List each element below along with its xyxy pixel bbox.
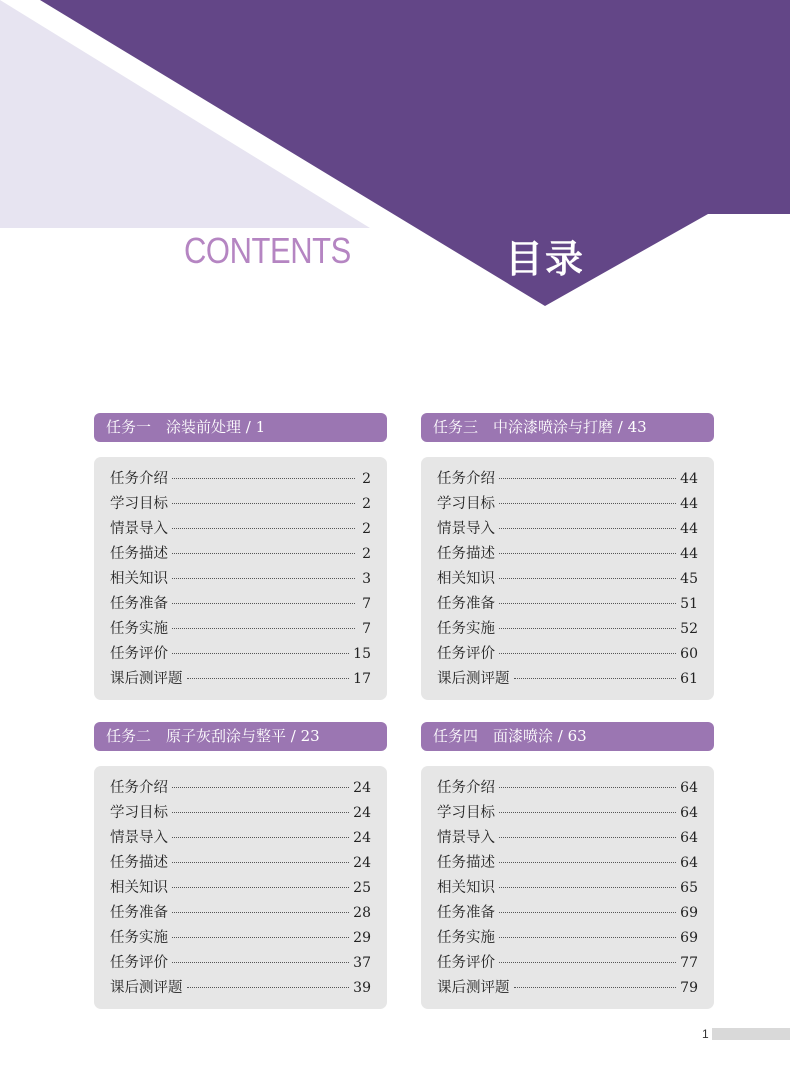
entry-page: 79: [680, 980, 698, 996]
toc-entry[interactable]: [437, 851, 698, 876]
entry-label: 任务实施: [437, 930, 495, 946]
toc-entry[interactable]: [110, 592, 371, 617]
toc-entry[interactable]: [110, 826, 371, 851]
dot-leader: [187, 678, 350, 679]
dot-leader: [172, 478, 355, 479]
entry-page: 52: [680, 621, 698, 637]
entry-page: 3: [362, 571, 371, 587]
toc-entry[interactable]: [110, 517, 371, 542]
entry-label: 任务准备: [110, 905, 168, 921]
entry-label: 任务描述: [437, 855, 495, 871]
entry-label: 相关知识: [437, 880, 495, 896]
entry-page: 64: [680, 805, 698, 821]
entry-label: 情景导入: [110, 830, 168, 846]
entry-label: 课后测评题: [437, 671, 510, 687]
entry-label: 课后测评题: [110, 980, 183, 996]
dot-leader: [499, 603, 676, 604]
toc-entry[interactable]: [110, 567, 371, 592]
entry-page: 24: [353, 780, 371, 796]
toc-entry[interactable]: [110, 542, 371, 567]
dot-leader: [499, 887, 676, 888]
toc-entry[interactable]: [110, 617, 371, 642]
dot-leader: [172, 912, 349, 913]
entry-page: 69: [680, 905, 698, 921]
entry-page: 2: [362, 521, 371, 537]
entry-page: 2: [362, 471, 371, 487]
entry-page: 24: [353, 855, 371, 871]
toc-entry[interactable]: [110, 801, 371, 826]
entry-label: 任务实施: [110, 930, 168, 946]
entry-page: 39: [353, 980, 371, 996]
entry-page: 7: [362, 596, 371, 612]
entry-label: 任务实施: [110, 621, 168, 637]
dot-leader: [499, 787, 676, 788]
entry-label: 任务评价: [110, 646, 168, 662]
toc-entry[interactable]: [437, 976, 698, 1001]
toc-entry[interactable]: [437, 492, 698, 517]
toc-entry[interactable]: [437, 801, 698, 826]
entry-label: 任务评价: [437, 955, 495, 971]
dot-leader: [172, 628, 355, 629]
toc-entry[interactable]: [110, 642, 371, 667]
entry-page: 29: [353, 930, 371, 946]
toc-entry[interactable]: [110, 926, 371, 951]
entry-page: 44: [680, 521, 698, 537]
toc-entry[interactable]: [110, 492, 371, 517]
dot-leader: [499, 837, 676, 838]
entry-page: 60: [680, 646, 698, 662]
entry-page: 37: [353, 955, 371, 971]
entry-label: 任务描述: [110, 546, 168, 562]
entry-page: 69: [680, 930, 698, 946]
dot-leader: [172, 812, 349, 813]
entry-page: 45: [680, 571, 698, 587]
entry-label: 课后测评题: [437, 980, 510, 996]
entry-label: 学习目标: [110, 805, 168, 821]
entry-page: 44: [680, 471, 698, 487]
entry-page: 25: [353, 880, 371, 896]
entry-label: 任务介绍: [110, 471, 168, 487]
entry-label: 任务准备: [437, 905, 495, 921]
toc-entry[interactable]: [437, 567, 698, 592]
dot-leader: [187, 987, 350, 988]
entry-label: 任务介绍: [437, 780, 495, 796]
section-header[interactable]: 任务三 中涂漆喷涂与打磨 / 43: [421, 413, 714, 442]
entry-label: 学习目标: [110, 496, 168, 512]
entry-page: 28: [353, 905, 371, 921]
toc-entry[interactable]: [437, 901, 698, 926]
toc-entry[interactable]: [437, 517, 698, 542]
dot-leader: [172, 862, 349, 863]
entry-label: 任务描述: [437, 546, 495, 562]
entry-label: 情景导入: [110, 521, 168, 537]
toc-section-task-2: [94, 722, 387, 1009]
toc-entry[interactable]: [110, 467, 371, 492]
toc-entry[interactable]: [110, 851, 371, 876]
dot-leader: [499, 962, 676, 963]
entry-page: 7: [362, 621, 371, 637]
toc-section-task-4: [421, 722, 714, 1009]
footer-bar: [712, 1028, 790, 1040]
dot-leader: [172, 787, 349, 788]
dot-leader: [172, 503, 355, 504]
toc-entry[interactable]: [437, 826, 698, 851]
toc-entry[interactable]: [110, 776, 371, 801]
dot-leader: [172, 837, 349, 838]
entry-page: 44: [680, 496, 698, 512]
dot-leader: [499, 862, 676, 863]
toc-entry[interactable]: [437, 542, 698, 567]
toc-entry[interactable]: [110, 901, 371, 926]
section-entries: [94, 766, 387, 1009]
toc-entry[interactable]: [437, 592, 698, 617]
toc-entry[interactable]: [437, 667, 698, 692]
toc-entry[interactable]: [110, 667, 371, 692]
entry-page: 64: [680, 855, 698, 871]
dot-leader: [499, 628, 676, 629]
entry-page: 24: [353, 830, 371, 846]
section-entries: [421, 766, 714, 1009]
section-entries: [94, 457, 387, 700]
entry-page: 17: [353, 671, 371, 687]
dot-leader: [514, 987, 677, 988]
entry-page: 2: [362, 546, 371, 562]
dot-leader: [172, 553, 355, 554]
entry-label: 任务描述: [110, 855, 168, 871]
page-number: 1: [702, 1027, 709, 1041]
entry-label: 课后测评题: [110, 671, 183, 687]
contents-label: CONTENTS: [184, 230, 351, 271]
entry-page: 64: [680, 830, 698, 846]
header-banner: [0, 0, 790, 320]
entry-page: 15: [353, 646, 371, 662]
entry-label: 任务实施: [437, 621, 495, 637]
entry-page: 2: [362, 496, 371, 512]
toc-entry[interactable]: [110, 976, 371, 1001]
dot-leader: [499, 478, 676, 479]
dot-leader: [514, 678, 677, 679]
toc-entry[interactable]: [437, 876, 698, 901]
toc-entry[interactable]: [437, 617, 698, 642]
section-header[interactable]: 任务一 涂装前处理 / 1: [94, 413, 387, 442]
toc-entry[interactable]: [437, 467, 698, 492]
toc-entry[interactable]: [110, 951, 371, 976]
dot-leader: [499, 937, 676, 938]
toc-entry[interactable]: [437, 926, 698, 951]
entry-label: 任务评价: [110, 955, 168, 971]
entry-label: 相关知识: [110, 571, 168, 587]
entry-label: 任务准备: [437, 596, 495, 612]
section-entries: [421, 457, 714, 700]
dot-leader: [499, 812, 676, 813]
entry-page: 64: [680, 780, 698, 796]
dot-leader: [499, 578, 676, 579]
dot-leader: [499, 912, 676, 913]
entry-page: 24: [353, 805, 371, 821]
entry-label: 任务介绍: [110, 780, 168, 796]
toc-section-task-3: [421, 413, 714, 700]
dot-leader: [172, 887, 349, 888]
dot-leader: [172, 578, 355, 579]
section-header[interactable]: 任务四 面漆喷涂 / 63: [421, 722, 714, 751]
toc-entry[interactable]: [437, 776, 698, 801]
dot-leader: [172, 937, 349, 938]
dot-leader: [172, 603, 355, 604]
entry-label: 相关知识: [437, 571, 495, 587]
entry-label: 学习目标: [437, 496, 495, 512]
toc-entry[interactable]: [110, 876, 371, 901]
section-header[interactable]: 任务二 原子灰刮涂与整平 / 23: [94, 722, 387, 751]
entry-page: 65: [680, 880, 698, 896]
toc-entry[interactable]: [437, 642, 698, 667]
entry-label: 情景导入: [437, 521, 495, 537]
dot-leader: [172, 653, 349, 654]
dot-leader: [499, 553, 676, 554]
toc-entry[interactable]: [437, 951, 698, 976]
entry-label: 学习目标: [437, 805, 495, 821]
entry-label: 相关知识: [110, 880, 168, 896]
dot-leader: [499, 528, 676, 529]
entry-page: 61: [680, 671, 698, 687]
page-title: 目录: [505, 237, 586, 281]
entry-page: 77: [680, 955, 698, 971]
dot-leader: [499, 503, 676, 504]
entry-page: 51: [680, 596, 698, 612]
entry-page: 44: [680, 546, 698, 562]
entry-label: 任务准备: [110, 596, 168, 612]
entry-label: 任务介绍: [437, 471, 495, 487]
dot-leader: [499, 653, 676, 654]
entry-label: 情景导入: [437, 830, 495, 846]
toc-section-task-1: [94, 413, 387, 700]
entry-label: 任务评价: [437, 646, 495, 662]
dot-leader: [172, 528, 355, 529]
dot-leader: [172, 962, 349, 963]
